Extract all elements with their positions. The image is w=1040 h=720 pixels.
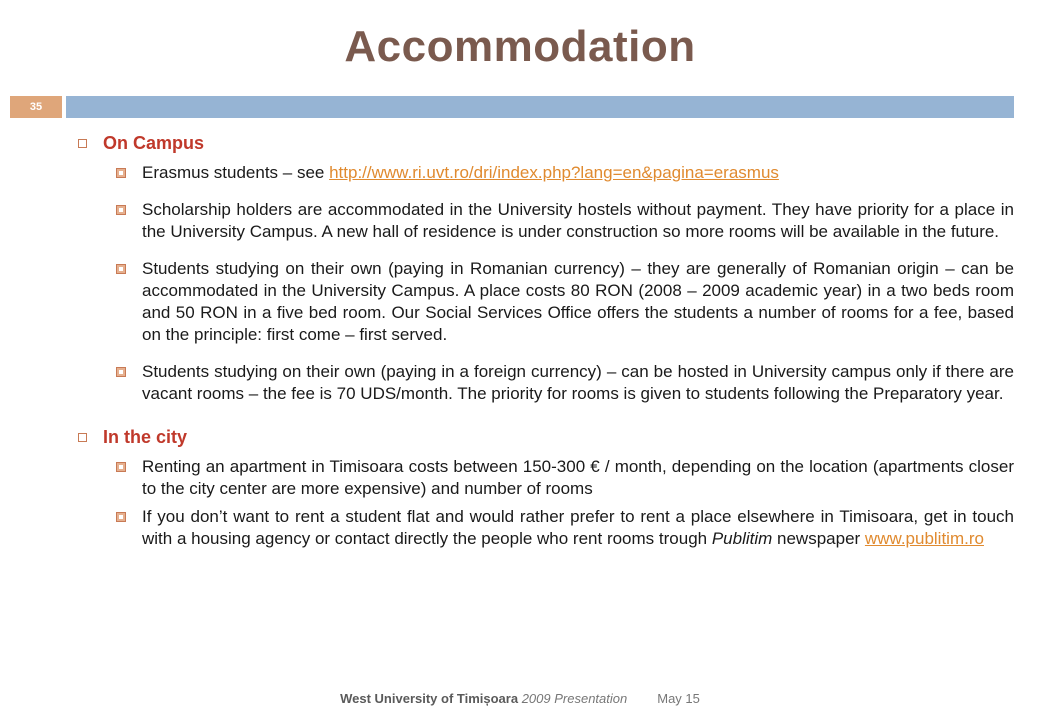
publitim-name: Publitim (711, 529, 773, 548)
bullet-text (142, 506, 1014, 550)
renting-text: Renting an apartment in Timisoara costs between 150-300 € / month, depending on the location (apartments closer to the city center are more expensive) and number of rooms (142, 457, 1014, 498)
header-accent-bar (66, 96, 1014, 118)
footer-presentation: 2009 Presentation (518, 691, 628, 706)
slide-number: 35 (10, 96, 62, 118)
slide-footer (0, 691, 1040, 706)
square-bullet-icon (116, 462, 126, 472)
section-heading-label: In the city (103, 427, 188, 447)
footer-date: May 15 (657, 691, 700, 706)
housing-agency-text-middle: newspaper (772, 529, 865, 548)
square-bullet-icon (116, 168, 126, 178)
footer-university: West University of Timișoara (340, 691, 519, 706)
erasmus-link[interactable]: http://www.ri.uvt.ro/dri/index.php?lang=en&pagina=erasmus (329, 163, 779, 182)
romanian-currency-text: Students studying on their own (paying in Romanian currency) – they are generally of Romanian origin – can be accommodated in the University Campus. A place costs 80 RON (2008 – 2009 academic year) in a two beds room and 50 RON in a five bed room. Our Social Services Office offers the students a number of rooms for a fee, based on the principle: first come – first served. (142, 259, 1014, 344)
square-bullet-icon (116, 205, 126, 215)
bullet-text (142, 162, 1014, 184)
housing-agency-text: If you don’t want to rent a student flat and would rather prefer to rent a place elsewhere in Timisoara, get in touch with a housing agency or contact directly the people who rent rooms trough (142, 507, 1014, 548)
slide-title: Accommodation (344, 22, 696, 71)
foreign-currency-text: Students studying on their own (paying in a foreign currency) – can be hosted in University campus only if there are vacant rooms – the fee is 70 UDS/month. The priority for rooms is given to students following the Preparatory year. (142, 362, 1014, 403)
bullet-item-erasmus (116, 162, 1014, 184)
bullet-item-renting (116, 456, 1014, 500)
section-heading-in-the-city (78, 427, 1014, 448)
hollow-square-bullet-icon (78, 433, 87, 442)
bullet-item-foreign-currency (116, 361, 1014, 405)
section-heading-on-campus (78, 133, 1014, 154)
bullet-item-scholarship (116, 199, 1014, 243)
square-bullet-icon (116, 512, 126, 522)
scholarship-text: Scholarship holders are accommodated in the University hostels without payment. They have priority for a place in the University Campus. A new hall of residence is under construction so more rooms will be available in the future. (142, 200, 1014, 241)
erasmus-text: Erasmus students – see (142, 163, 330, 182)
slide-content (78, 133, 1014, 550)
square-bullet-icon (116, 367, 126, 377)
bullet-item-romanian-currency (116, 258, 1014, 346)
hollow-square-bullet-icon (78, 139, 87, 148)
square-bullet-icon (116, 264, 126, 274)
bullet-item-housing-agency (116, 506, 1014, 550)
section-heading-label: On Campus (103, 133, 205, 153)
publitim-link[interactable]: www.publitim.ro (864, 529, 984, 548)
